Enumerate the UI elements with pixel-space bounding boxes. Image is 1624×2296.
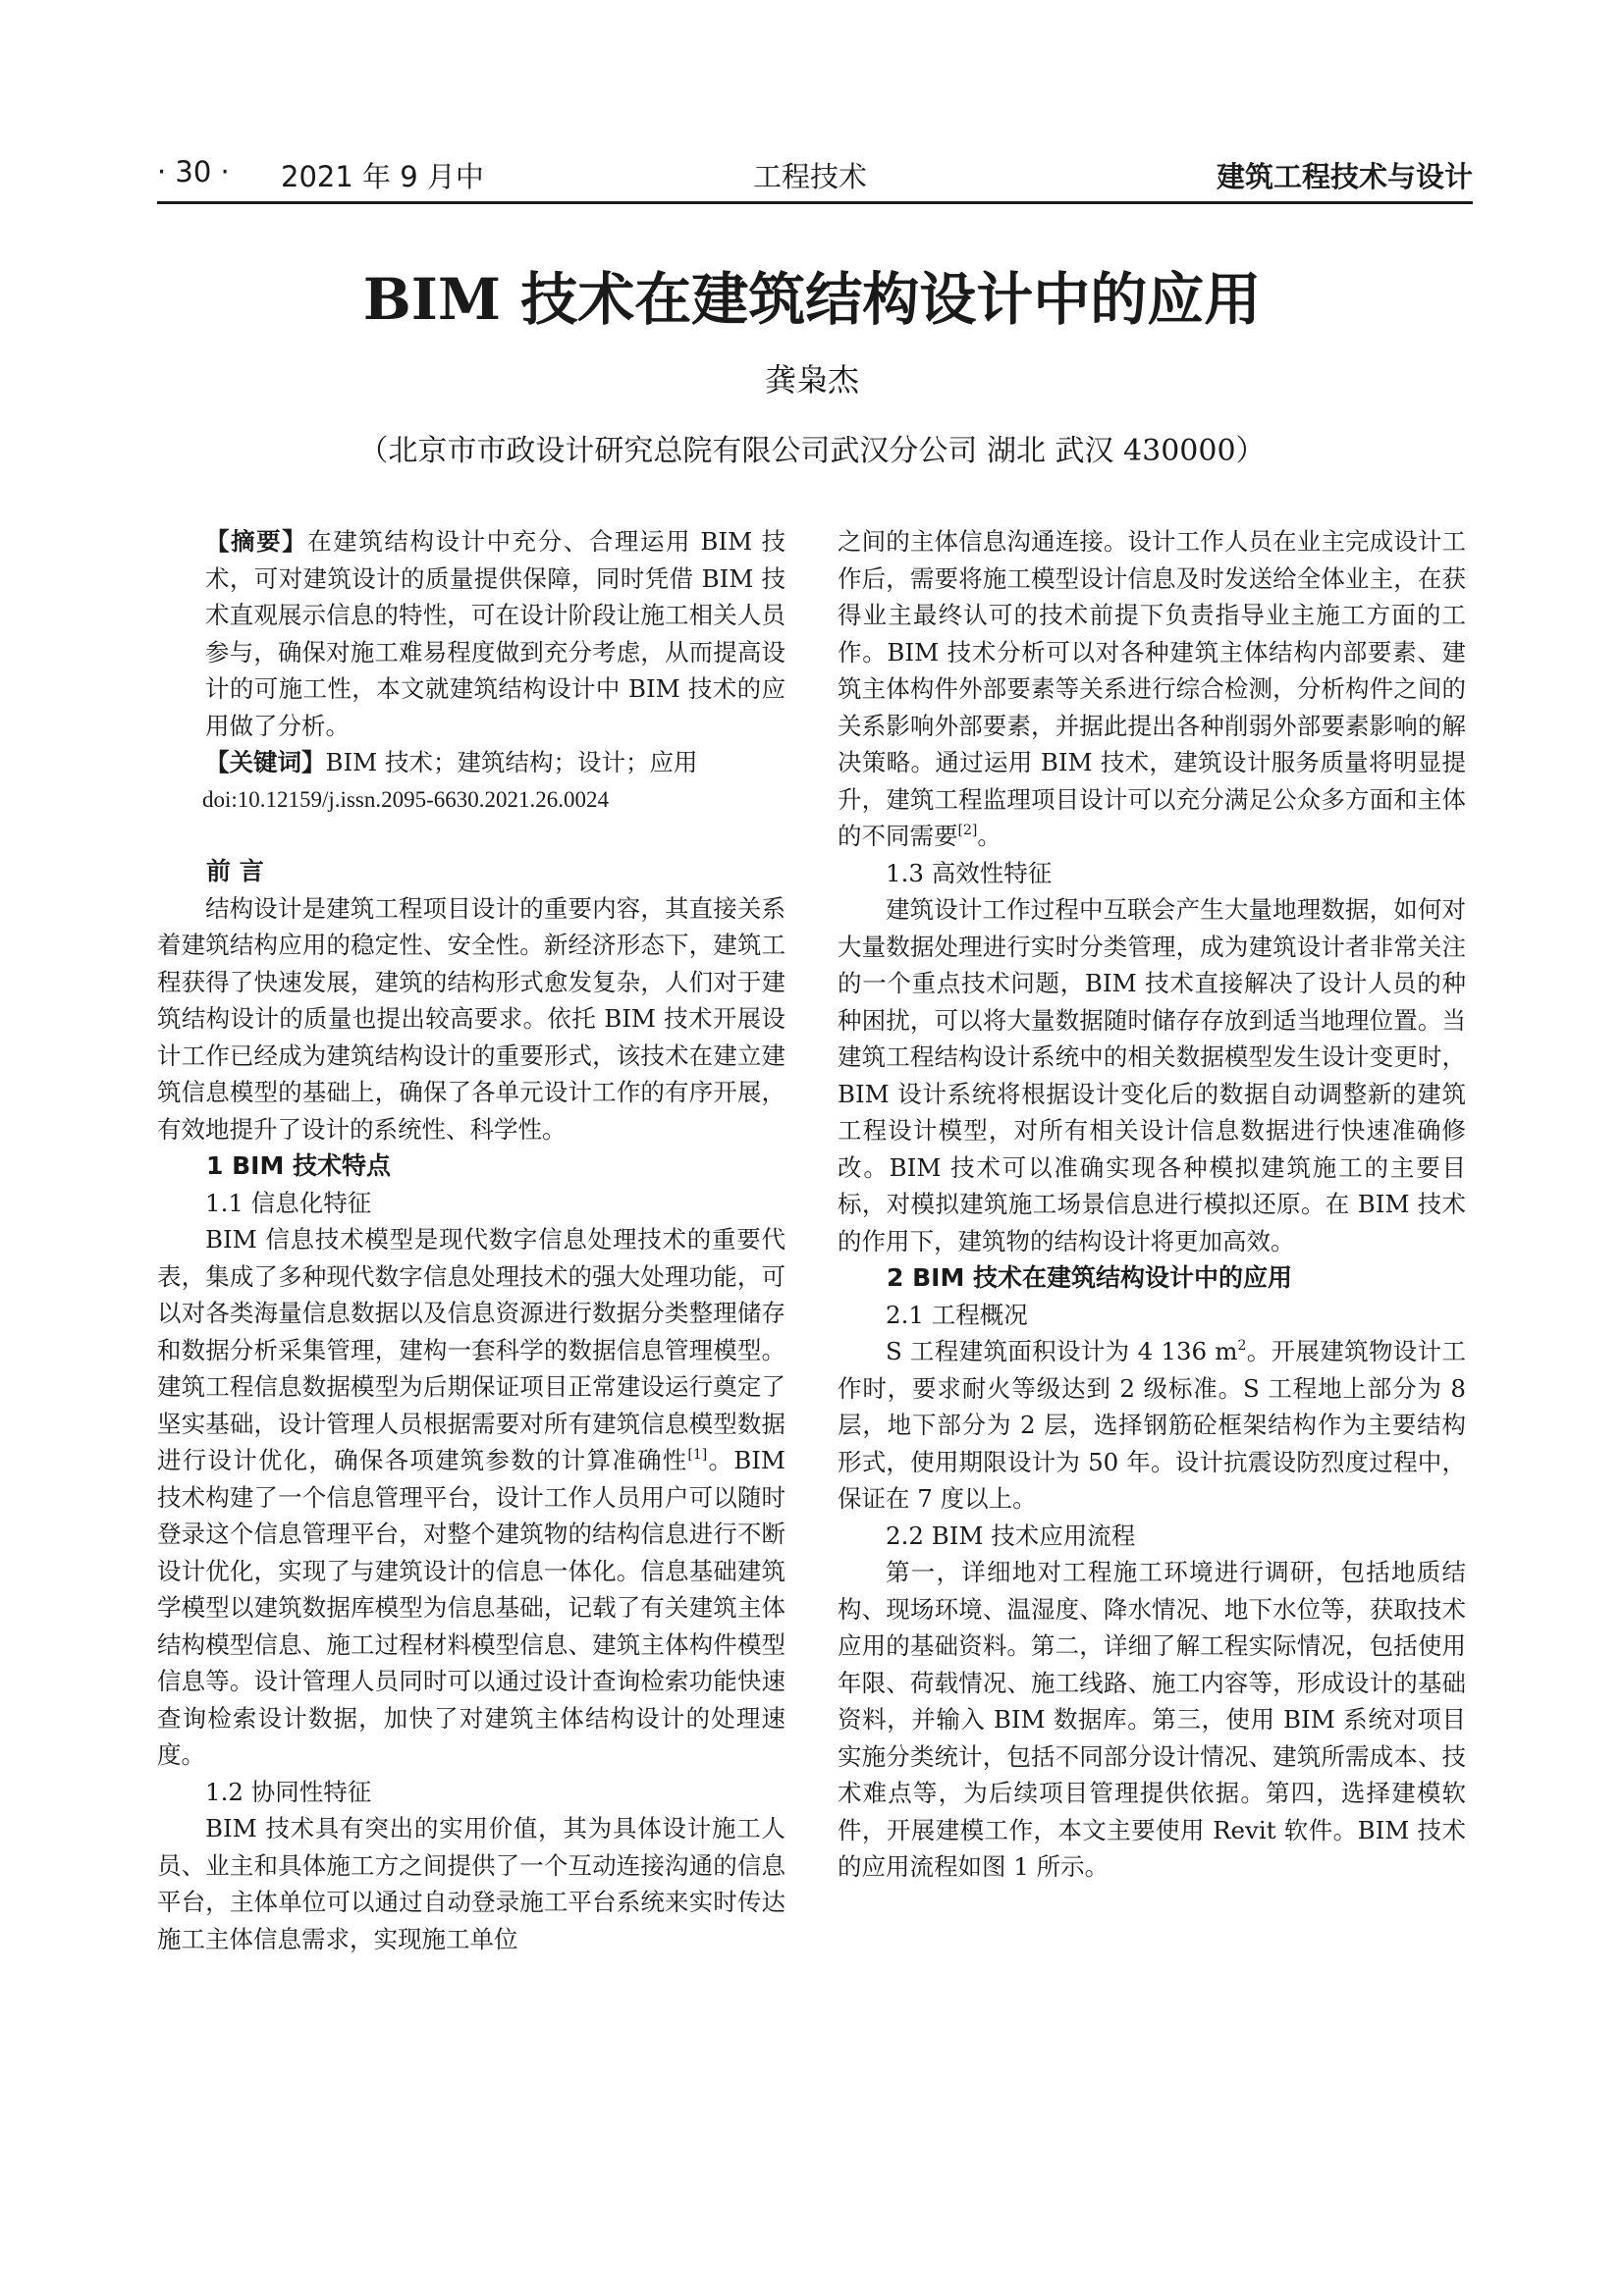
section-2-1-heading: 2.1 工程概况 — [886, 1300, 1028, 1329]
keywords-text: BIM 技术；建筑结构；设计；应用 — [325, 748, 698, 776]
section-1-3-heading: 1.3 高效性特征 — [886, 858, 1053, 887]
section-2-heading: 2 BIM 技术在建筑结构设计中的应用 — [887, 1263, 1293, 1292]
header-rule — [157, 201, 1473, 204]
section-1-1-heading: 1.1 信息化特征 — [205, 1188, 372, 1217]
area-superscript: 2 — [1237, 1338, 1247, 1354]
section-2-2-text: 第一，详细地对工程施工环境进行调研，包括地质结构、现场环境、温湿度、降水情况、地下水位等，获取技术应用的基础资料。第二，详细了解工程实际情况，包括使用年限、荷载情况、施工线路、施工内容等，形成设计的基础资料，并输入 BIM 数据库。第三，使用 BIM 系统对项目实施分类统计，包括不同部分设计情况、建筑所需成本、技术难点等，为后续项目管理提供依据。第四，选择建模软件，开展建模工作，本文主要使用 Revit 软件。BIM 技术的应用流程如图 1 所示。 — [838, 1558, 1466, 1881]
abstract-label: 【摘要】 — [205, 527, 308, 556]
issue-date: 2021 年 9 月中 — [281, 160, 484, 193]
section-2-1-text: S 工程建筑面积设计为 4 136 $m^2$。开展建筑物设计工作时，要求耐火等级达到 2 级标准。S 工程地上部分为 8 层，地下部分为 2 层，选择钢筋砼框架结构作为主要结构形式，使用期限设计为 50 年。设计抗震设防烈度过程中，保证在 7 度以上。 — [838, 1337, 1466, 1513]
preface-heading: 前 言 — [206, 857, 264, 885]
section-name: 工程技术 — [753, 160, 868, 193]
left-column — [157, 523, 785, 1957]
section-1-3-text: 建筑设计工作过程中互联会产生大量地理数据，如何对大量数据处理进行实时分类管理，成为建筑设计者非常关注的一个重点技术问题，BIM 技术直接解决了设计人员的种种困扰，可以将大量数据随时储存存放到适当地理位置。当建筑工程结构设计系统中的相关数据模型发生设计变更时，BIM 设计系统将根据设计变化后的数据自动调整新的建筑工程设计模型，对所有相关设计信息数据进行快速准确修改。BIM 技术可以准确实现各种模拟建筑施工的主要目标，对模拟建筑施工场景信息进行模拟还原。在 BIM 技术的作用下，建筑物的结构设计将更加高效。 — [838, 895, 1466, 1255]
doi: doi:10.12159/j.issn.2095-6630.2021.26.0024 — [202, 786, 610, 812]
keywords-label: 【关键词】 — [205, 748, 326, 776]
section-1-2-text-left: BIM 技术具有突出的实用价值，其为具体设计施工人员、业主和具体施工方之间提供了一个互动连接沟通的信息平台，主体单位可以通过自动登录施工平台系统来实时传达施工主体信息需求，实现施工单位 — [157, 1814, 785, 1953]
section-2-2-heading: 2.2 BIM 技术应用流程 — [886, 1521, 1136, 1550]
right-column — [838, 523, 1466, 1886]
citation-2: [2] — [957, 823, 978, 838]
section-1-2-heading: 1.2 协同性特征 — [205, 1777, 372, 1806]
section-1-1-text: BIM 信息技术模型是现代数字信息处理技术的重要代表，集成了多种现代数字信息处理技术的强大处理功能，可以对各类海量信息数据以及信息资源进行数据分类整理储存和数据分析采集管理，建构一套科学的数据信息管理模型。建筑工程信息数据模型为后期保证项目正常建设运行奠定了坚实基础，设计管理人员根据需要对所有建筑信息模型数据进行设计优化，确保各项建筑参数的计算准确性[1]。BIM 技术构建了一个信息管理平台，设计工作人员用户可以随时登录这个信息管理平台，对整个建筑物的结构信息进行不断设计优化，实现了与建筑设计的信息一体化。信息基础建筑学模型以建筑数据库模型为信息基础，记载了有关建筑主体结构模型信息、施工过程材料模型信息、建筑主体构件模型信息等。设计管理人员同时可以通过设计查询检索功能快速查询检索设计数据，加快了对建筑主体结构设计的处理速度。 — [157, 1225, 785, 1769]
author-affiliation: （北京市市政设计研究总院有限公司武汉分公司 湖北 武汉 430000） — [358, 434, 1266, 468]
journal-name: 建筑工程技术与设计 — [1216, 160, 1473, 193]
author-name: 龚枭杰 — [764, 361, 859, 399]
preface-text: 结构设计是建筑工程项目设计的重要内容，其直接关系着建筑结构应用的稳定性、安全性。新经济形态下，建筑工程获得了快速发展，建筑的结构形式愈发复杂，人们对于建筑结构设计的质量也提出较高要求。依托 BIM 技术开展设计工作已经成为建筑结构设计的重要形式，该技术在建立建筑信息模型的基础上，确保了各单元设计工作的有序开展，有效地提升了设计的系统性、科学性。 — [157, 893, 785, 1144]
citation-1: [1] — [687, 1447, 708, 1463]
abstract-text: 在建筑结构设计中充分、合理运用 BIM 技术，可对建筑设计的质量提供保障，同时凭借 BIM 技术直观展示信息的特性，可在设计阶段让施工相关人员参与，确保对施工难易程度做到充分考虑，从而提高设计的可施工性，本文就建筑结构设计中 BIM 技术的应用做了分析。 — [205, 527, 786, 740]
keywords — [157, 744, 785, 781]
running-header — [157, 155, 1473, 198]
page-number: · 30 · — [157, 155, 230, 188]
abstract — [157, 523, 785, 744]
section-1-2-text-right: 之间的主体信息沟通连接。设计工作人员在业主完成设计工作后，需要将施工模型设计信息及时发送给全体业主，在获得业主最终认可的技术前提下负责指导业主施工方面的工作。BIM 技术分析可以对各种建筑主体结构内部要素、建筑主体构件外部要素等关系进行综合检测，分析构件之间的关系影响外部要素，并据此提出各种削弱外部要素影响的解决策略。通过运用 BIM 技术，建筑设计服务质量将明显提升，建筑工程监理项目设计可以充分满足公众多方面和主体的不同需要[2]。 — [838, 527, 1466, 850]
section-1-heading: 1 BIM 技术特点 — [206, 1151, 392, 1180]
article-title: BIM 技术在建筑结构设计中的应用 — [362, 266, 1262, 333]
